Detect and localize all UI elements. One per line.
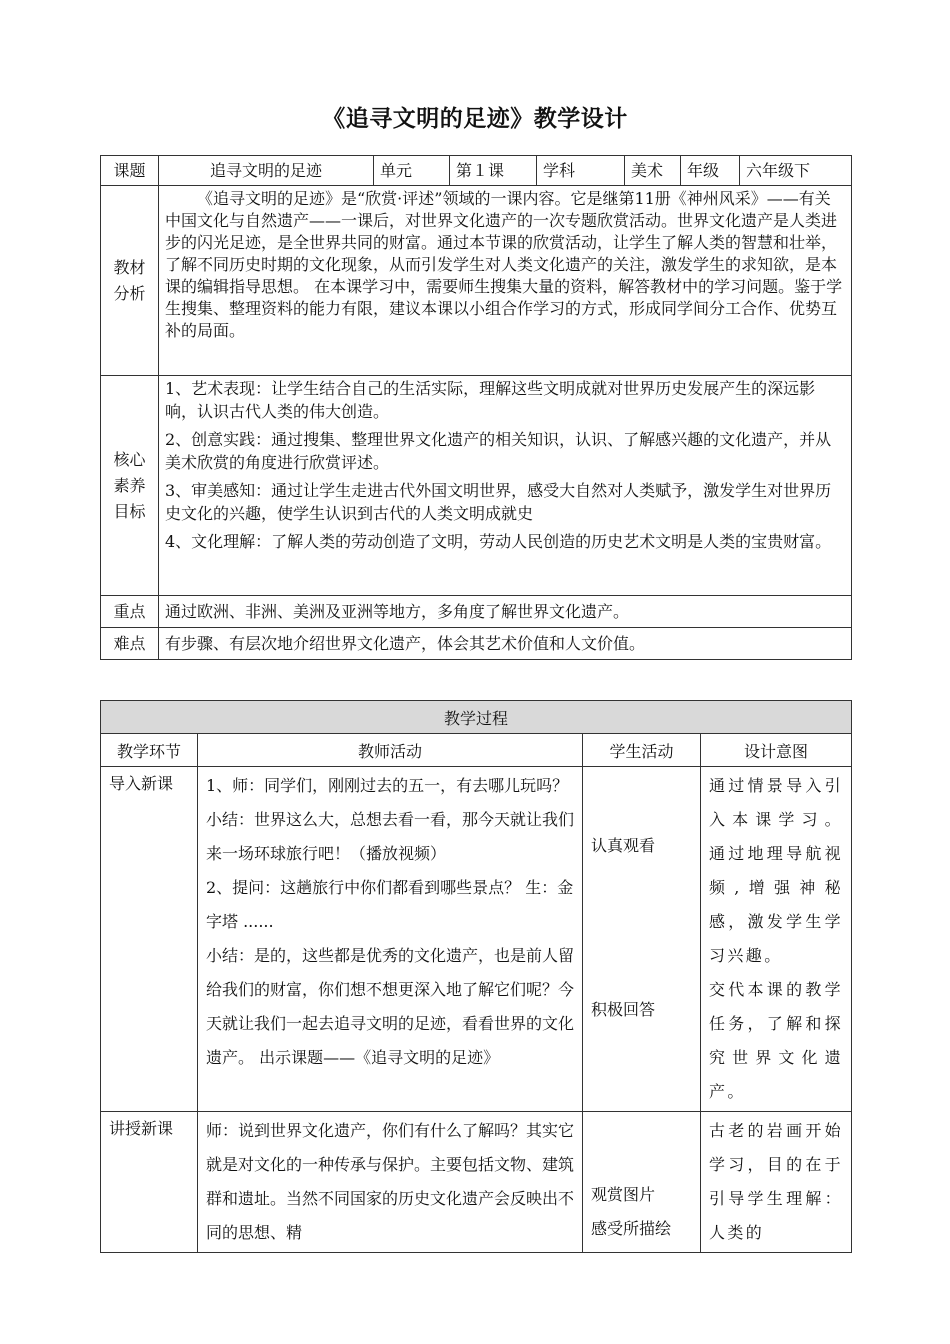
goals-label-line2: 素养 — [113, 475, 146, 495]
student-activity-intro — [583, 767, 701, 1112]
key-text: 通过欧洲、非洲、美洲及亚洲等地方，多角度了解世界文化遗产。 — [159, 596, 852, 628]
goal-item: 3、审美感知：通过让学生走进古代外国文明世界，感受大自然对人类赋予，激发学生对世界历史文化的兴趣，使学生认识到古代的人类文明成就史 — [165, 481, 832, 523]
goals-content — [159, 376, 852, 596]
analysis-label: 教材分析 — [101, 186, 159, 376]
difficulty-label: 难点 — [101, 628, 159, 660]
student-activity-text: 感受所描绘 — [591, 1219, 672, 1238]
info-row-basic — [101, 156, 852, 186]
teacher-activity-new — [198, 1112, 583, 1253]
student-activity-text: 认真观看 — [591, 836, 656, 855]
teacher-activity-intro — [198, 767, 583, 1112]
process-row-new — [101, 1112, 852, 1253]
lesson-info-table — [100, 155, 852, 660]
process-title-row — [101, 701, 852, 734]
analysis-text: 《追寻文明的足迹》是“欣赏·评述”领域的一课内容。它是继第11册《神州风采》——有关中国文化与自然遗产——一课后，对世界文化遗产的一次专题欣赏活动。世界文化遗产是人类进步的闪光足迹，是全世界共同的财富。通过本节课的欣赏活动，让学生了解人类的智慧和壮举，了解不同历史时期的文化现象，从而引发学生对人类文化遗产的关注，激发学生的求知欲，是本课的编辑指导思想。 在本课学习中，需要师生搜集大量的资料，解答教材中的学习问题。鉴于学生搜集、整理资料的能力有限，建议本课以小组合作学习的方式，形成同学间分工合作、优势互补的局面。 — [159, 186, 852, 376]
lesson-value: 追寻文明的足迹 — [159, 156, 374, 186]
teacher-paragraph: 小结：是的，这些都是优秀的文化遗产，也是前人留给我们的财富，你们想不想更深入地了解它们呢？今天就让我们一起去追寻文明的足迹，看看世界的文化遗产。 出示课题——《追寻文明的足迹》 — [206, 946, 575, 1067]
design-intent-intro — [701, 767, 852, 1112]
teacher-paragraph: 1、师：同学们，刚刚过去的五一，有去哪儿玩吗？ 小结：世界这么大，总想去看一看，那今天就让我们来一场环球旅行吧！（播放视频） — [206, 776, 575, 863]
header-student: 学生活动 — [583, 734, 701, 767]
lesson-label: 课题 — [101, 156, 159, 186]
header-intent: 设计意图 — [701, 734, 852, 767]
unit-value: 第１课 — [450, 156, 537, 186]
intent-paragraph: 古老的岩画开始学习，目的在于引导学生理解：人类的 — [709, 1121, 844, 1242]
process-title: 教学过程 — [101, 701, 852, 734]
goal-item: 2、创意实践：通过搜集、整理世界文化遗产的相关知识，认识、了解感兴趣的文化遗产，并从美术欣赏的角度进行欣赏评述。 — [165, 430, 832, 472]
subject-value: 美术 — [625, 156, 681, 186]
info-row-analysis — [101, 186, 852, 376]
teacher-paragraph: 师：说到世界文化遗产，你们有什么了解吗？其实它就是对文化的一种传承与保护。主要包括文物、建筑群和遗址。当然不同国家的历史文化遗产会反映出不同的思想、精 — [206, 1121, 575, 1242]
document-title: 《追寻文明的足迹》教学设计 — [322, 105, 628, 132]
header-stage: 教学环节 — [101, 734, 198, 767]
goal-item: 1、艺术表现：让学生结合自己的生活实际，理解这些文明成就对世界历史发展产生的深远影响，认识古代人类的伟大创造。 — [165, 379, 816, 421]
process-header-row — [101, 734, 852, 767]
process-row-intro — [101, 767, 852, 1112]
grade-label: 年级 — [681, 156, 740, 186]
student-activity-new — [583, 1112, 701, 1253]
student-activity-text: 观赏图片 — [591, 1185, 656, 1204]
intent-paragraph: 通过情景导入引入本课学习。 通过地理导航视频,增强神秘感，激发学生学习兴趣。 — [709, 776, 844, 965]
student-activity-text: 积极回答 — [591, 1000, 656, 1019]
design-intent-new — [701, 1112, 852, 1253]
stage-new: 讲授新课 — [101, 1112, 198, 1253]
teacher-paragraph: 2、提问：这趟旅行中你们都看到哪些景点？ 生：金字塔 ...... — [206, 878, 574, 931]
subject-label: 学科 — [537, 156, 625, 186]
stage-intro: 导入新课 — [101, 767, 198, 1112]
intent-paragraph: 交代本课的教学任务，了解和探究世界文化遗产。 — [709, 980, 844, 1101]
teaching-process-table — [100, 700, 852, 1253]
key-label: 重点 — [101, 596, 159, 628]
unit-label: 单元 — [374, 156, 450, 186]
header-teacher: 教师活动 — [198, 734, 583, 767]
info-row-difficulty — [101, 628, 852, 660]
info-row-goals — [101, 376, 852, 596]
difficulty-text: 有步骤、有层次地介绍世界文化遗产，体会其艺术价值和人文价值。 — [159, 628, 852, 660]
goals-label-line1: 核心 — [113, 449, 146, 469]
goals-label — [101, 376, 159, 596]
goals-label-line3: 目标 — [113, 501, 146, 521]
info-row-key — [101, 596, 852, 628]
grade-value: 六年级下 — [740, 156, 852, 186]
goal-item: 4、文化理解：了解人类的劳动创造了文明，劳动人民创造的历史艺术文明是人类的宝贵财富。 — [165, 532, 832, 551]
